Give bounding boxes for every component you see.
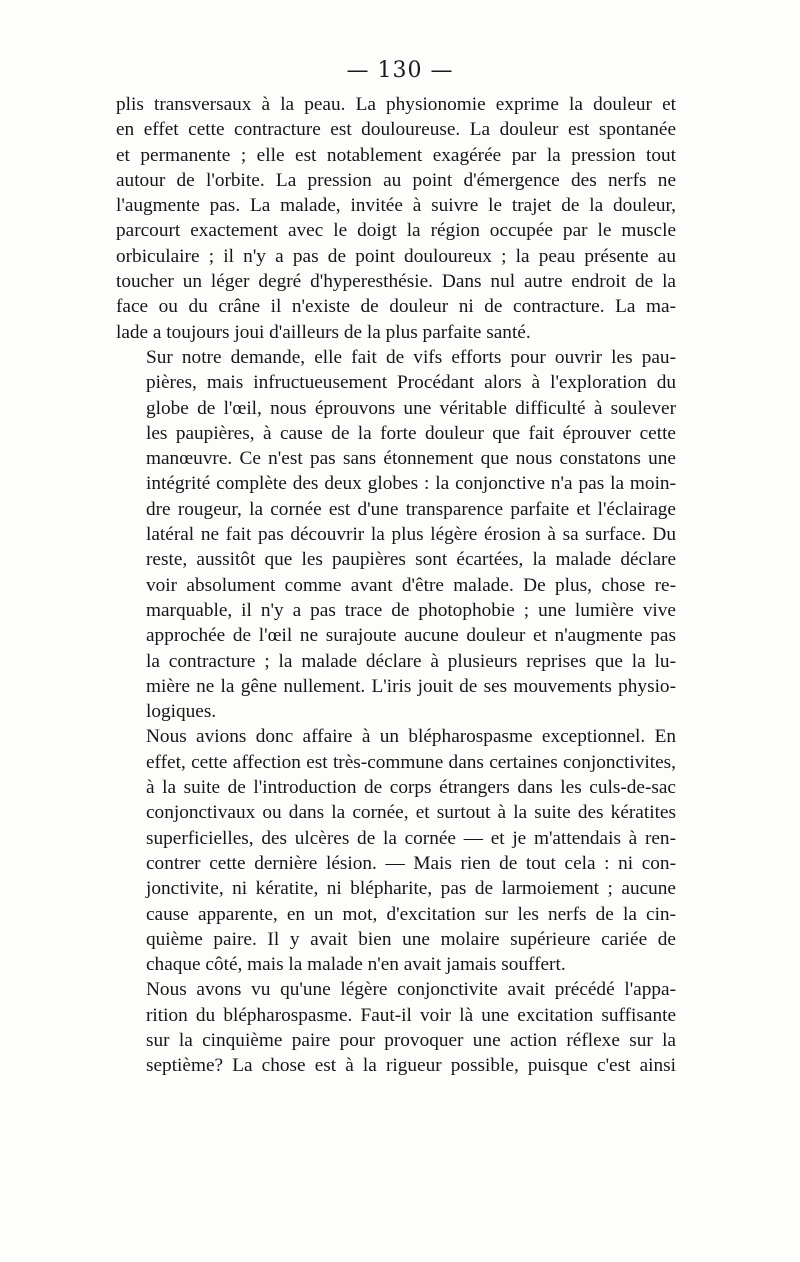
paragraph-2 [116, 345, 676, 724]
paragraph-3 [116, 724, 676, 977]
text-line: mière ne la gêne nullement. L'iris jouit de ses mouvements physio- [146, 675, 676, 697]
text-line: globe de l'œil, nous éprouvons une véritable difficulté à soulever [146, 397, 676, 419]
text-line: superficielles, des ulcères de la cornée — et je m'attendais à ren- [146, 827, 676, 849]
text-line: quième paire. Il y avait bien une molaire supérieure cariée de [146, 928, 676, 950]
paragraph-4 [116, 977, 676, 1078]
text-line: voir absolument comme avant d'être malade. De plus, chose re- [146, 574, 676, 596]
text-line: la contracture ; la malade déclare à plusieurs reprises que la lu- [146, 650, 676, 672]
text-line: les paupières, à cause de la forte douleur que fait éprouver cette [146, 422, 676, 444]
text-line: manœuvre. Ce n'est pas sans étonnement que nous constatons une [146, 448, 676, 470]
text-line: lade a toujours joui d'ailleurs de la plus parfaite santé. [116, 321, 531, 343]
page-number: — 130 — [346, 58, 454, 83]
text-line: septième? La chose est à la rigueur possible, puisque c'est ainsi [146, 1055, 676, 1077]
text-line: parcourt exactement avec le doigt la région occupée par le muscle [116, 220, 676, 242]
text-line: cause apparente, en un mot, d'excitation sur les nerfs de la cin- [146, 903, 676, 925]
text-line: Nous avons vu qu'une légère conjonctivite avait précédé l'appa- [146, 979, 676, 1001]
text-line: face ou du crâne il n'existe de douleur ni de contracture. La ma- [116, 296, 676, 318]
text-line: reste, aussitôt que les paupières sont écartées, la malade déclare [146, 549, 676, 571]
text-line: logiques. [146, 701, 217, 723]
text-line: autour de l'orbite. La pression au point d'émergence des nerfs ne [116, 169, 676, 191]
text-line: toucher un léger degré d'hyperesthésie. Dans nul autre endroit de la [116, 271, 676, 293]
text-line: Nous avions donc affaire à un blépharospasme exceptionnel. En [146, 726, 676, 748]
text-line: marquable, il n'y a pas trace de photophobie ; une lumière vive [146, 599, 676, 621]
text-line: et permanente ; elle est notablement exagérée par la pression tout [116, 144, 676, 166]
text-line: à la suite de l'introduction de corps étrangers dans les culs-de-sac [146, 777, 676, 799]
text-line: conjonctivaux ou dans la cornée, et surtout à la suite des kératites [146, 802, 676, 824]
text-line: plis transversaux à la peau. La physionomie exprime la douleur et [116, 94, 676, 115]
text-line: intégrité complète des deux globes : la conjonctive n'a pas la moin- [146, 473, 676, 495]
paragraph-1 [116, 92, 676, 345]
text-line: effet, cette affection est très-commune dans certaines conjonctivites, [146, 751, 676, 773]
body-text [116, 92, 676, 1079]
text-line: pières, mais infructueusement Procédant alors à l'exploration du [146, 372, 676, 394]
text-line: sur la cinquième paire pour provoquer une action réflexe sur la [146, 1029, 676, 1051]
text-line: l'augmente pas. La malade, invitée à suivre le trajet de la douleur, [116, 195, 676, 217]
text-line: orbiculaire ; il n'y a pas de point douloureux ; la peau présente au [116, 245, 676, 267]
text-line: Sur notre demande, elle fait de vifs efforts pour ouvrir les pau- [146, 346, 676, 368]
text-line: contrer cette dernière lésion. — Mais rien de tout cela : ni con- [146, 852, 676, 874]
text-line: rition du blépharospasme. Faut-il voir là une excitation suffisante [146, 1004, 676, 1026]
text-line: dre rougeur, la cornée est d'une transparence parfaite et l'éclairage [146, 498, 676, 520]
text-line: latéral ne fait pas découvrir la plus légère érosion à sa surface. Du [146, 524, 676, 546]
text-line: chaque côté, mais la malade n'en avait jamais souffert. [146, 954, 566, 976]
text-line: approchée de l'œil ne surajoute aucune douleur et n'augmente pas [146, 625, 676, 647]
text-line: en effet cette contracture est douloureuse. La douleur est spontanée [116, 119, 676, 141]
text-line: jonctivite, ni kératite, ni blépharite, pas de larmoiement ; aucune [146, 878, 676, 900]
